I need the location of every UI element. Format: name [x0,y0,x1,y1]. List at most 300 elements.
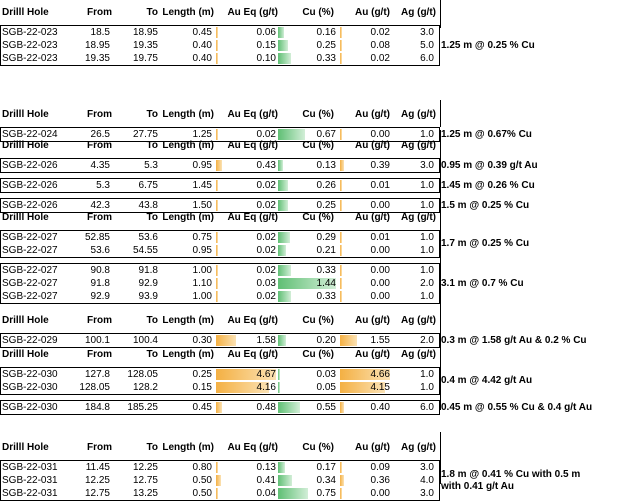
to-value: 92.9 [138,278,158,289]
hole-value: SGB-22-029 [2,335,58,346]
drill-hole-cell [2,401,68,414]
cu-value: 0.13 [316,160,336,171]
cu-value: 0.34 [316,475,336,486]
to-value: 185.25 [127,402,158,413]
hole-value: SGB-22-026 [2,160,58,171]
len-value: 1.45 [192,180,212,191]
from-value: 52.85 [84,232,110,243]
summary-border [440,0,441,28]
aueq-value: 0.13 [256,462,276,473]
hole-value: SGB-22-023 [2,53,58,64]
len-value: 1.50 [192,200,212,211]
ag-cell [394,401,434,414]
aueq-data-bar [216,265,218,276]
aueq-header: Au Eq (g/t) [227,109,278,120]
len-value: 0.30 [192,335,212,346]
au-cell [340,487,390,500]
au-data-bar [340,402,344,413]
table-row [0,52,440,65]
ag-cell [394,461,434,474]
au-data-bar [340,40,342,51]
aueq-value: 4.67 [256,369,276,380]
au-data-bar [340,180,342,191]
to-value: 13.25 [132,488,158,499]
aueq-value: 0.02 [256,129,276,140]
aueq-cell [216,487,276,500]
ag-value: 2.0 [420,335,434,346]
to-value: 128.05 [127,369,158,380]
au-data-bar [340,53,342,64]
cu-value: 0.17 [316,462,336,473]
au-data-bar [340,265,342,276]
to-value: 54.55 [132,245,158,256]
to-cell [110,26,158,39]
au-value: 1.55 [370,335,390,346]
table-row [0,277,440,290]
interval-summary: 1.25 m @ 0.67% Cu [441,128,532,140]
header-row [0,3,440,22]
from-value: 90.8 [90,265,110,276]
interval-summary: 0.95 m @ 0.39 g/t Au [441,159,538,171]
len-value: 0.15 [192,382,212,393]
cu-cell [278,474,336,487]
from-header: From [87,7,112,18]
len-value: 1.10 [192,278,212,289]
drill-hole-cell [2,159,68,172]
au-data-bar [340,278,342,289]
cu-value: 0.55 [316,402,336,413]
from-value: 12.25 [84,475,110,486]
from-cell [68,487,110,500]
interval-summary: 1.25 m @ 0.25 % Cu [441,39,535,51]
summary-border [440,130,441,203]
aueq-value: 0.02 [256,245,276,256]
drill-hole-cell [2,264,68,277]
from-value: 100.1 [84,335,110,346]
ag-cell [394,264,434,277]
aueq-cell [216,277,276,290]
len-value: 0.95 [192,160,212,171]
from-header: From [87,315,112,326]
header-row [0,105,440,124]
summary-border [440,100,441,127]
cu-header: Cu (%) [302,109,334,120]
aueq-value: 0.15 [256,40,276,51]
cu-data-bar [278,488,308,499]
cu-data-bar [278,245,286,256]
cu-cell [278,487,336,500]
length-header: Length (m) [162,140,214,151]
aueq-header: Au Eq (g/t) [227,315,278,326]
aueq-data-bar [216,402,222,413]
interval-summary: 0.3 m @ 1.58 g/t Au & 0.2 % Cu [441,334,587,346]
ag-header: Ag (g/t) [401,109,436,120]
to-cell [110,381,158,394]
aueq-value: 0.02 [256,265,276,276]
hole-value: SGB-22-026 [2,200,58,211]
length-header: Length (m) [162,109,214,120]
aueq-data-bar [216,160,222,171]
len-value: 0.25 [192,369,212,380]
au-data-bar [340,232,342,243]
from-value: 4.35 [90,160,110,171]
table-row [0,179,440,192]
cu-cell [278,401,336,414]
cu-data-bar [278,232,290,243]
to-cell [110,244,158,257]
hole-value: SGB-22-031 [2,462,58,473]
ag-value: 3.0 [420,488,434,499]
summary-border [440,305,441,341]
len-value: 1.25 [192,129,212,140]
aueq-cell [216,26,276,39]
au-cell [340,401,390,414]
cu-data-bar [278,402,300,413]
cu-data-bar [278,475,292,486]
au-header: Au (g/t) [355,315,390,326]
aueq-cell [216,368,276,381]
au-cell [340,179,390,192]
au-value: 0.40 [370,402,390,413]
au-value: 0.02 [370,27,390,38]
ag-value: 6.0 [420,402,434,413]
ag-cell [394,244,434,257]
interval-summary: 1.5 m @ 0.25 % Cu [441,199,530,211]
interval-summary: 0.45 m @ 0.55 % Cu & 0.4 g/t Au [441,401,593,413]
drill-hole-cell [2,368,68,381]
cu-data-bar [278,27,284,38]
table-row [0,381,440,394]
drill-hole-cell [2,381,68,394]
to-header: To [146,7,158,18]
drill-hole-header: Drilll Hole [2,109,49,120]
au-header: Au (g/t) [355,7,390,18]
hole-value: SGB-22-027 [2,245,58,256]
from-value: 19.35 [84,53,110,64]
hole-value: SGB-22-030 [2,382,58,393]
cu-value: 0.33 [316,291,336,302]
cu-data-bar [278,291,291,302]
to-header: To [146,140,158,151]
table-row [0,26,440,39]
hole-value: SGB-22-030 [2,402,58,413]
au-header: Au (g/t) [355,109,390,120]
drill-hole-header: Drilll Hole [2,140,49,151]
ag-value: 1.0 [420,382,434,393]
from-value: 53.6 [90,245,110,256]
from-cell [68,264,110,277]
au-data-bar [340,462,342,473]
cu-cell [278,52,336,65]
drill-hole-cell [2,26,68,39]
au-data-bar [340,160,344,171]
au-cell [340,244,390,257]
cu-cell [278,244,336,257]
ag-cell [394,474,434,487]
from-header: From [87,442,112,453]
aueq-cell [216,474,276,487]
cu-value: 0.03 [316,369,336,380]
au-value: 0.00 [370,291,390,302]
aueq-data-bar [216,232,218,243]
au-data-bar [340,475,344,486]
au-cell [340,368,390,381]
cu-cell [278,461,336,474]
au-value: 0.09 [370,462,390,473]
au-value: 0.00 [370,278,390,289]
cu-value: 0.05 [316,382,336,393]
from-cell [68,474,110,487]
aueq-value: 0.03 [256,278,276,289]
from-header: From [87,349,112,360]
cu-cell [278,264,336,277]
cu-value: 0.25 [316,200,336,211]
from-header: From [87,109,112,120]
to-value: 100.4 [132,335,158,346]
to-value: 19.75 [132,53,158,64]
from-cell [68,231,110,244]
length-cell [158,179,212,192]
summary-border [440,340,441,410]
cu-data-bar [278,180,288,191]
au-data-bar [340,27,342,38]
au-value: 0.00 [370,200,390,211]
au-value: 0.08 [370,40,390,51]
aueq-data-bar [216,40,218,51]
cu-data-bar [278,369,280,380]
cu-header: Cu (%) [302,349,334,360]
aueq-header: Au Eq (g/t) [227,140,278,151]
cu-data-bar [278,160,283,171]
table-row [0,159,440,172]
interval-summary: 1.8 m @ 0.41 % Cu with 0.5 m [441,468,581,480]
ag-value: 6.0 [420,53,434,64]
aueq-data-bar [216,245,218,256]
hole-value: SGB-22-031 [2,488,58,499]
len-value: 0.95 [192,245,212,256]
to-cell [110,401,158,414]
length-cell [158,264,212,277]
ag-value: 1.0 [420,180,434,191]
hole-value: SGB-22-027 [2,291,58,302]
from-cell [68,52,110,65]
to-cell [110,231,158,244]
from-value: 26.5 [90,129,110,140]
len-value: 0.45 [192,27,212,38]
drill-hole-cell [2,290,68,303]
aueq-value: 0.10 [256,53,276,64]
ag-cell [394,381,434,394]
drill-hole-cell [2,179,68,192]
aueq-header: Au Eq (g/t) [227,349,278,360]
aueq-cell [216,52,276,65]
ag-value: 1.0 [420,200,434,211]
au-header: Au (g/t) [355,442,390,453]
summary-border [440,203,441,305]
interval-summary: 1.45 m @ 0.26 % Cu [441,179,535,191]
au-cell [340,26,390,39]
au-cell [340,159,390,172]
header-row [0,208,440,227]
length-header: Length (m) [162,442,214,453]
to-cell [110,179,158,192]
au-cell [340,231,390,244]
aueq-cell [216,179,276,192]
length-cell [158,52,212,65]
from-cell [68,290,110,303]
cu-cell [278,277,336,290]
header-row [0,311,440,330]
aueq-data-bar [216,291,218,302]
cu-value: 1.44 [316,278,336,289]
header-row [0,136,440,155]
au-value: 0.00 [370,245,390,256]
to-value: 18.95 [132,27,158,38]
hole-value: SGB-22-030 [2,369,58,380]
cu-cell [278,381,336,394]
ag-cell [394,231,434,244]
header-row [0,438,440,457]
aueq-cell [216,159,276,172]
aueq-data-bar [216,488,218,499]
aueq-data-bar [216,278,218,289]
ag-cell [394,368,434,381]
drill-hole-header: Drilll Hole [2,442,49,453]
ag-header: Ag (g/t) [401,349,436,360]
aueq-value: 0.02 [256,232,276,243]
au-header: Au (g/t) [355,349,390,360]
hole-value: SGB-22-027 [2,232,58,243]
au-data-bar [340,291,342,302]
aueq-cell [216,461,276,474]
aueq-cell [216,290,276,303]
cu-value: 0.20 [316,335,336,346]
from-cell [68,461,110,474]
to-header: To [146,212,158,223]
from-value: 42.3 [90,200,110,211]
table-row [0,487,440,500]
to-value: 5.3 [144,160,158,171]
from-value: 128.05 [79,382,110,393]
hole-value: SGB-22-027 [2,278,58,289]
ag-cell [394,26,434,39]
aueq-cell [216,381,276,394]
ag-value: 3.0 [420,462,434,473]
from-cell [68,39,110,52]
to-cell [110,159,158,172]
au-value: 0.01 [370,180,390,191]
cu-value: 0.25 [316,40,336,51]
au-value: 0.00 [370,488,390,499]
from-value: 92.9 [90,291,110,302]
from-value: 5.3 [96,180,110,191]
to-header: To [146,315,158,326]
to-value: 6.75 [138,180,158,191]
from-value: 18.5 [90,27,110,38]
ag-value: 3.0 [420,27,434,38]
ag-value: 1.0 [420,232,434,243]
hole-value: SGB-22-023 [2,27,58,38]
to-value: 19.35 [132,40,158,51]
drill-hole-header: Drilll Hole [2,7,49,18]
length-cell [158,474,212,487]
from-value: 12.75 [84,488,110,499]
from-cell [68,368,110,381]
au-data-bar [340,245,342,256]
from-cell [68,159,110,172]
length-cell [158,231,212,244]
au-value: 4.66 [370,369,390,380]
length-header: Length (m) [162,7,214,18]
aueq-value: 0.02 [256,291,276,302]
interval-summary: 1.7 m @ 0.25 % Cu [441,238,530,249]
cu-header: Cu (%) [302,212,334,223]
cu-cell [278,26,336,39]
length-cell [158,39,212,52]
header-row [0,345,440,364]
cu-value: 0.21 [316,245,336,256]
aueq-cell [216,231,276,244]
cu-value: 0.33 [316,53,336,64]
hole-value: SGB-22-023 [2,40,58,51]
ag-value: 1.0 [420,129,434,140]
ag-value: 1.0 [420,291,434,302]
ag-cell [394,277,434,290]
ag-cell [394,179,434,192]
to-value: 91.8 [138,265,158,276]
length-cell [158,277,212,290]
from-value: 184.8 [84,402,110,413]
from-cell [68,277,110,290]
cu-data-bar [278,265,291,276]
au-value: 0.00 [370,129,390,140]
cu-data-bar [278,40,288,51]
to-value: 128.2 [132,382,158,393]
drill-hole-cell [2,461,68,474]
ag-cell [394,290,434,303]
length-cell [158,401,212,414]
len-value: 1.00 [192,291,212,302]
aueq-data-bar [216,475,221,486]
len-value: 0.50 [192,488,212,499]
hole-value: SGB-22-027 [2,265,58,276]
ag-header: Ag (g/t) [401,140,436,151]
table-row [0,368,440,381]
aueq-value: 0.41 [256,475,276,486]
len-value: 0.45 [192,402,212,413]
length-cell [158,26,212,39]
len-value: 0.80 [192,462,212,473]
au-cell [340,52,390,65]
ag-value: 1.0 [420,245,434,256]
length-cell [158,487,212,500]
drill-hole-cell [2,277,68,290]
hole-value: SGB-22-026 [2,180,58,191]
cu-value: 0.26 [316,180,336,191]
length-cell [158,290,212,303]
cu-cell [278,179,336,192]
length-header: Length (m) [162,315,214,326]
to-cell [110,277,158,290]
interval-summary: 3.1 m @ 0.7 % Cu [441,277,524,289]
ag-value: 1.0 [420,369,434,380]
cu-cell [278,39,336,52]
cu-cell [278,159,336,172]
length-cell [158,244,212,257]
ag-cell [394,487,434,500]
aueq-data-bar [216,462,218,473]
from-header: From [87,140,112,151]
